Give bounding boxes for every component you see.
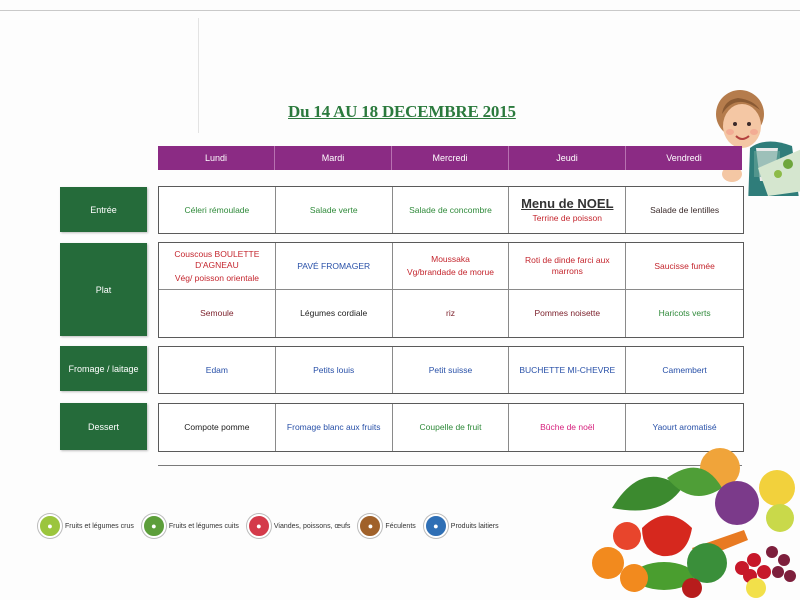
dish-alternative: Vég/ poisson orientale — [174, 272, 259, 283]
side-dish: Haricots verts — [658, 308, 711, 318]
dish-name: Moussaka — [431, 254, 470, 264]
dish-name: Fromage blanc aux fruits — [286, 422, 381, 432]
dish-alternative: Vg/brandade de morue — [407, 267, 494, 277]
dish-name: Couscous BOULETTE D'AGNEAU — [174, 248, 260, 270]
dessert-row — [158, 403, 744, 452]
dish-name: Saucisse fumée — [654, 260, 715, 271]
dish-name: Yaourt aromatisé — [652, 422, 717, 432]
menu-cell — [276, 243, 393, 290]
row-label-plat: Plat — [60, 243, 147, 336]
legend-label: Fruits et légumes cuits — [168, 522, 239, 530]
side-dish: Légumes cordiale — [300, 308, 368, 318]
row-label-entree: Entrée — [60, 187, 147, 232]
side-dish: Pommes noisette — [534, 308, 601, 318]
menu-cell — [393, 404, 510, 451]
legend-item — [424, 514, 499, 538]
dish-name: Coupelle de fruit — [419, 422, 482, 432]
menu-cell — [393, 187, 510, 233]
vegetables-illustration — [572, 448, 800, 600]
menu-cell — [509, 290, 626, 337]
day-friday: Vendredi — [666, 153, 702, 163]
menu-cell — [626, 243, 743, 290]
menu-cell — [509, 187, 626, 233]
day-monday: Lundi — [158, 146, 275, 170]
dish-name: Salade de concombre — [409, 204, 492, 215]
menu-cell — [626, 187, 743, 233]
day-tuesday: Mardi — [275, 146, 392, 170]
child-illustration — [708, 56, 800, 196]
menu-cell — [393, 347, 510, 393]
milk-icon: ● — [424, 514, 448, 538]
legend-label: Féculents — [385, 522, 416, 530]
dish-name: Roti de dinde farci aux marrons — [525, 255, 610, 276]
scan-fold-line — [198, 18, 199, 133]
entree-row — [158, 186, 744, 234]
menu-cell — [159, 404, 276, 451]
plat-row — [158, 242, 744, 338]
menu-cell — [509, 347, 626, 393]
menu-cell — [626, 290, 743, 337]
day-wednesday: Mercredi — [392, 146, 509, 170]
legend-label: Viandes, poissons, œufs — [273, 522, 351, 530]
dish-name: Bûche de noël — [540, 422, 595, 432]
legend-item — [358, 514, 415, 538]
dish-name: Salade de lentilles — [650, 204, 720, 215]
dish-name: Salade verte — [309, 204, 358, 215]
menu-cell — [509, 404, 626, 451]
legend-item — [142, 514, 239, 538]
menu-cell — [276, 347, 393, 393]
menu-cell — [276, 290, 393, 337]
dish-name: Edam — [205, 364, 228, 375]
legend-label: Fruits et légumes crus — [65, 522, 134, 530]
legend-item — [247, 514, 351, 538]
menu-cell — [159, 187, 276, 233]
dish-name: Céleri rémoulade — [184, 204, 250, 215]
menu-cell — [276, 404, 393, 451]
menu-cell — [159, 347, 276, 393]
menu-cell — [393, 290, 510, 337]
day-thursday: Jeudi — [509, 146, 626, 170]
row-label-dessert: Dessert — [60, 403, 147, 450]
side-dish: Semoule — [200, 308, 234, 318]
dish-name: Compote pomme — [184, 422, 250, 432]
legend-item — [38, 514, 134, 538]
side-dish: riz — [446, 308, 455, 318]
menu-title: Du 14 AU 18 DECEMBRE 2015 — [288, 102, 516, 121]
broccoli-icon: ● — [142, 514, 166, 538]
fish-icon: ● — [247, 514, 271, 538]
christmas-menu-title: Menu de NOEL — [521, 196, 614, 211]
menu-cell — [626, 347, 743, 393]
menu-cell — [626, 404, 743, 451]
bread-icon: ● — [358, 514, 382, 538]
fromage-row — [158, 346, 744, 394]
dish-name: Camembert — [662, 364, 707, 375]
dish-name: BUCHETTE MI-CHEVRE — [519, 364, 616, 375]
apple-icon: ● — [38, 514, 62, 538]
scan-edge-line — [0, 10, 800, 11]
dish-name: Petits louis — [313, 364, 355, 375]
legend-label: Produits laitiers — [450, 522, 499, 530]
menu-cell — [393, 243, 510, 290]
menu-cell — [509, 243, 626, 290]
dish-name: Terrine de poisson — [532, 213, 603, 223]
menu-cell — [276, 187, 393, 233]
menu-cell — [159, 290, 276, 337]
menu-cell — [159, 243, 276, 290]
dish-name: PAVÉ FROMAGER — [297, 260, 371, 271]
food-group-legend — [38, 514, 507, 538]
dish-name: Petit suisse — [428, 364, 473, 375]
row-label-fromage: Fromage / laitage — [60, 346, 147, 391]
days-header — [158, 146, 742, 170]
